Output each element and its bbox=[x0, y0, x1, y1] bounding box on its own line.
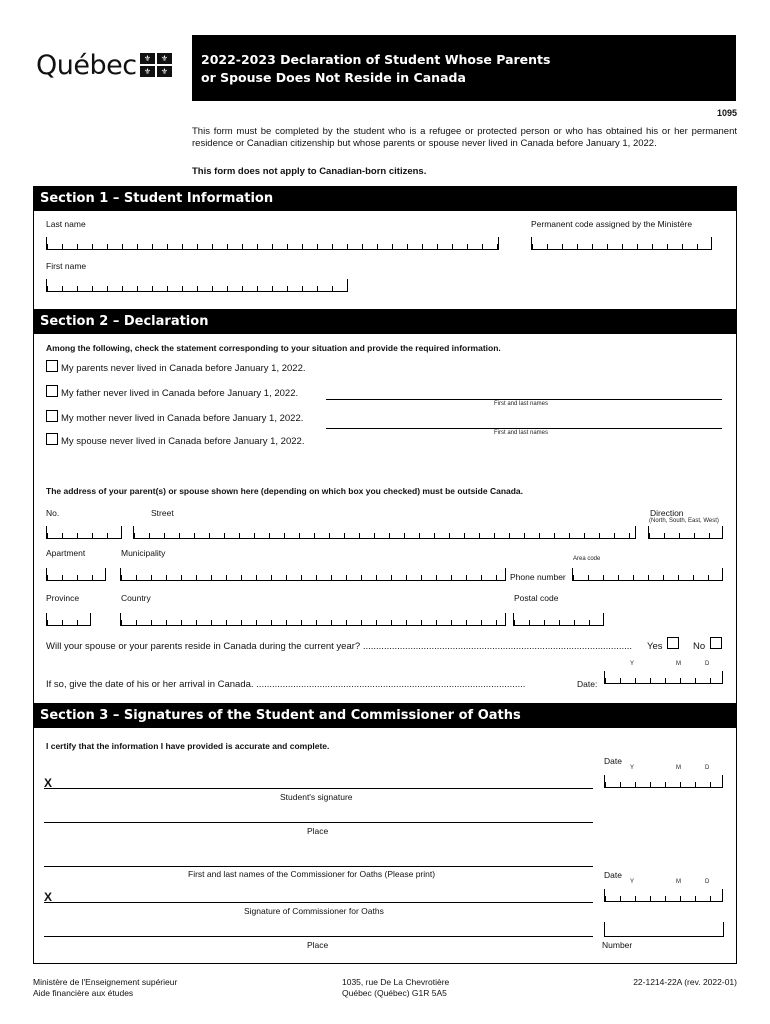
province-label: Province bbox=[46, 593, 80, 603]
option-spouse-label: My spouse never lived in Canada before January 1, 2022. bbox=[61, 436, 305, 447]
commissioner-place-label: Place bbox=[307, 940, 329, 950]
permanent-code-label: Permanent code assigned by the Ministère bbox=[531, 219, 693, 229]
commissioner-date-month-label: M bbox=[676, 879, 681, 885]
fleur-de-lis-icon: ⚜ bbox=[157, 66, 172, 77]
first-name-field[interactable] bbox=[46, 279, 348, 292]
street-label: Street bbox=[151, 508, 174, 518]
reside-no-checkbox[interactable] bbox=[710, 637, 722, 649]
fleur-de-lis-icon: ⚜ bbox=[140, 53, 155, 64]
student-place-label: Place bbox=[307, 826, 329, 836]
postal-code-label: Postal code bbox=[514, 593, 559, 603]
declaration-instruction: Among the following, check the statement corresponding to your situation and provide the required information. bbox=[46, 343, 501, 353]
option-mother-checkbox[interactable] bbox=[46, 410, 58, 422]
certify-statement: I certify that the information I have provided is accurate and complete. bbox=[46, 741, 330, 751]
municipality-field[interactable] bbox=[120, 568, 506, 581]
form-title-line2: or Spouse Does Not Reside in Canada bbox=[201, 70, 466, 85]
form-title-box bbox=[192, 35, 736, 101]
mother-name-hint: First and last names bbox=[494, 430, 549, 436]
arrival-day-label: D bbox=[705, 661, 710, 667]
option-father-label: My father never lived in Canada before January 1, 2022. bbox=[61, 388, 299, 399]
option-parents-checkbox[interactable] bbox=[46, 360, 58, 372]
country-label: Country bbox=[121, 593, 151, 603]
yes-label: Yes bbox=[647, 641, 663, 652]
fleur-de-lis-icon: ⚜ bbox=[140, 66, 155, 77]
commissioner-place-line[interactable] bbox=[44, 936, 593, 937]
address-line1: 1035, rue De La Chevrotière bbox=[342, 977, 450, 987]
student-signature-label: Student's signature bbox=[280, 792, 353, 802]
address-line2: Québec (Québec) G1R 5A5 bbox=[342, 988, 447, 998]
postal-code-field[interactable] bbox=[513, 613, 604, 626]
reside-question: Will your spouse or your parents reside in Canada during the current year? ...................................................................................................... bbox=[46, 641, 633, 652]
arrival-question: If so, give the date of his or her arrival in Canada. ...................................................................................................... bbox=[46, 679, 526, 690]
first-name-label: First name bbox=[46, 261, 87, 271]
footer-ministry bbox=[33, 977, 177, 999]
arrival-year-label: Y bbox=[630, 661, 635, 667]
commissioner-signature-line[interactable] bbox=[44, 902, 593, 903]
last-name-field[interactable] bbox=[46, 237, 499, 250]
last-name-label: Last name bbox=[46, 219, 86, 229]
student-place-line[interactable] bbox=[44, 822, 593, 823]
commissioner-date-field[interactable] bbox=[604, 889, 723, 902]
student-date-field[interactable] bbox=[604, 775, 723, 788]
student-date-label: Date bbox=[604, 756, 622, 766]
commissioner-number-field[interactable] bbox=[604, 922, 724, 937]
ministry-line2: Aide financière aux études bbox=[33, 988, 134, 998]
student-signature-x: X bbox=[44, 776, 53, 790]
intro-bold-note: This form does not apply to Canadian-born citizens. bbox=[192, 166, 427, 177]
student-signature-line[interactable] bbox=[44, 788, 593, 789]
no-label: No bbox=[693, 641, 706, 652]
arrival-date-label: Date: bbox=[577, 679, 598, 689]
form-number: 1095 bbox=[716, 108, 737, 118]
area-code-label: Area code bbox=[573, 556, 601, 562]
student-date-day-label: D bbox=[705, 765, 710, 771]
province-field[interactable] bbox=[46, 613, 91, 626]
commissioner-date-day-label: D bbox=[705, 879, 710, 885]
direction-field[interactable] bbox=[648, 526, 723, 539]
direction-label: Direction bbox=[650, 508, 684, 518]
footer-revision: 22-1214-22A (rev. 2022-01) bbox=[633, 977, 737, 987]
address-no-field[interactable] bbox=[46, 526, 122, 539]
ministry-line1: Ministère de l'Enseignement supérieur bbox=[33, 977, 178, 987]
option-mother-label: My mother never lived in Canada before January 1, 2022. bbox=[61, 413, 304, 424]
option-spouse-checkbox[interactable] bbox=[46, 433, 58, 445]
footer-address bbox=[342, 977, 449, 999]
student-date-month-label: M bbox=[676, 765, 681, 771]
option-parents-label: My parents never lived in Canada before January 1, 2022. bbox=[61, 363, 306, 374]
commissioner-name-label: First and last names of the Commissioner for Oaths (Please print) bbox=[188, 869, 436, 879]
reside-yes-checkbox[interactable] bbox=[667, 637, 679, 649]
fleur-de-lis-icon: ⚜ bbox=[157, 53, 172, 64]
quebec-logo: Québec bbox=[36, 50, 137, 81]
fleur-de-lis-flag-icon bbox=[140, 53, 174, 77]
student-date-year-label: Y bbox=[630, 765, 635, 771]
commissioner-name-line[interactable] bbox=[44, 866, 593, 867]
mother-name-line[interactable] bbox=[326, 428, 722, 429]
municipality-label: Municipality bbox=[121, 548, 166, 558]
father-name-hint: First and last names bbox=[494, 401, 549, 407]
direction-hint: (North, South, East, West) bbox=[649, 518, 719, 524]
commissioner-number-label: Number bbox=[602, 940, 633, 950]
option-father-checkbox[interactable] bbox=[46, 385, 58, 397]
section1-header: Section 1 – Student Information bbox=[33, 186, 737, 211]
arrival-date-field[interactable] bbox=[604, 671, 723, 684]
country-field[interactable] bbox=[120, 613, 506, 626]
commissioner-signature-x: X bbox=[44, 890, 53, 904]
commissioner-date-label: Date bbox=[604, 870, 622, 880]
street-field[interactable] bbox=[133, 526, 636, 539]
form-title-line1: 2022-2023 Declaration of Student Whose Parents bbox=[201, 52, 551, 67]
section2-header: Section 2 – Declaration bbox=[33, 309, 737, 334]
commissioner-signature-label: Signature of Commissioner for Oaths bbox=[244, 906, 384, 916]
commissioner-date-year-label: Y bbox=[630, 879, 635, 885]
phone-number-label: Phone number bbox=[510, 572, 566, 582]
permanent-code-field[interactable] bbox=[531, 237, 712, 250]
arrival-month-label: M bbox=[676, 661, 681, 667]
address-no-label: No. bbox=[46, 508, 60, 518]
apartment-field[interactable] bbox=[46, 568, 106, 581]
section3-header: Section 3 – Signatures of the Student and Commissioner of Oaths bbox=[33, 703, 737, 728]
address-instruction: The address of your parent(s) or spouse shown here (depending on which box you checked) must be outside Canada. bbox=[46, 486, 524, 496]
apartment-label: Apartment bbox=[46, 548, 86, 558]
intro-text: This form must be completed by the student who is a refugee or protected person or who has obtained his or her permanent residence or Canadian citizenship but whose parents or spouse never lived in Canada before January 1, 2022. bbox=[192, 126, 737, 149]
father-name-line[interactable] bbox=[326, 399, 722, 400]
phone-number-field[interactable] bbox=[572, 568, 723, 581]
